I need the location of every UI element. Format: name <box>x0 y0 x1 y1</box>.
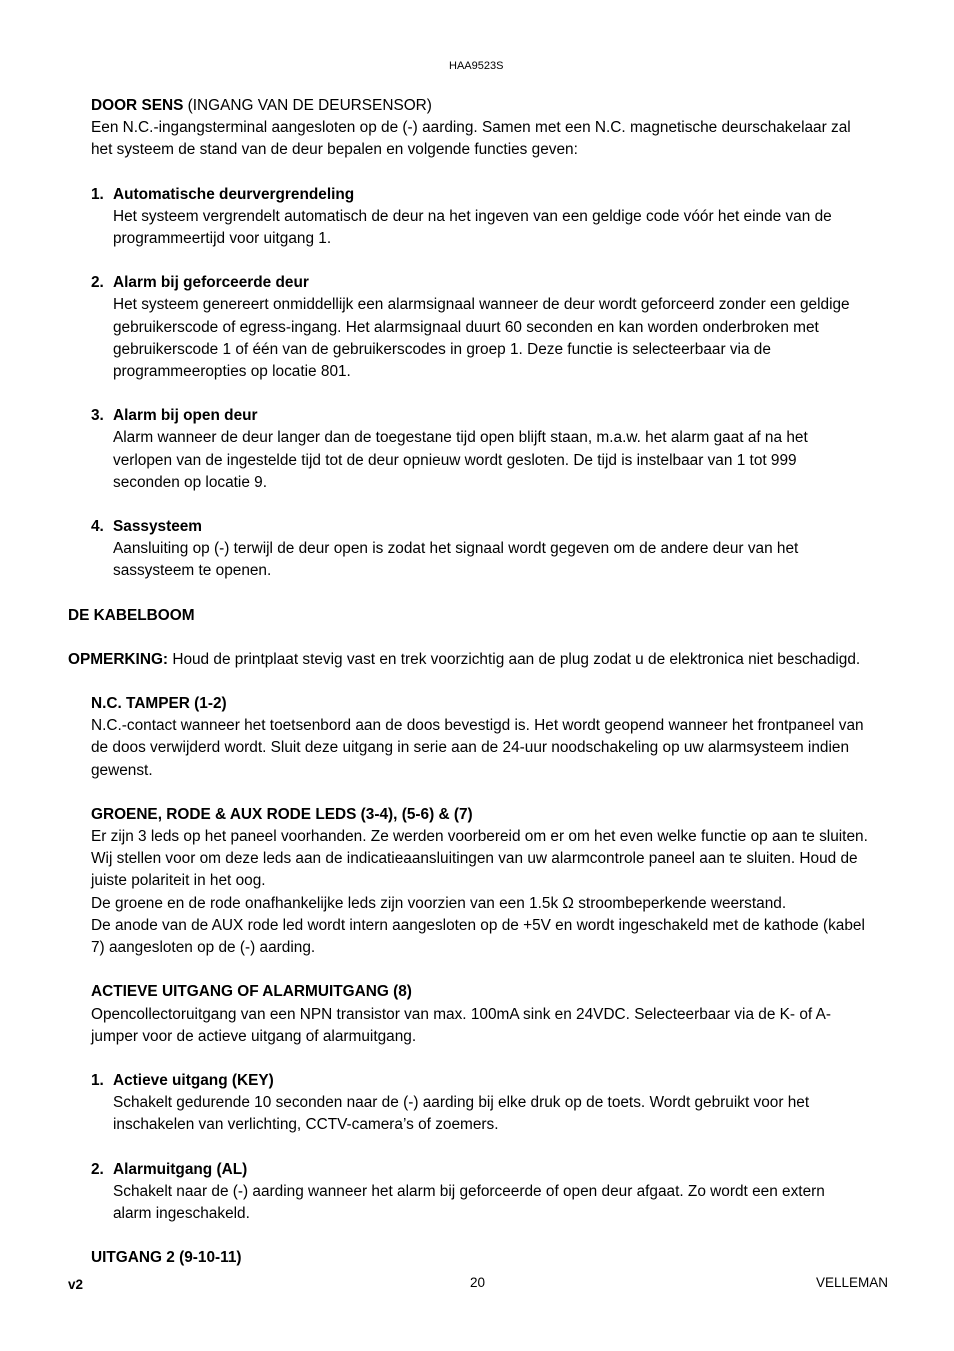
note-text: Houd de printplaat stevig vast en trek voorzichtig aan de plug zodat u de elektronica niet beschadigd. <box>168 650 861 668</box>
list-item-line: programmeeropties op locatie 801. <box>113 363 351 381</box>
list-item-number: 3. <box>91 407 104 425</box>
list-item-number: 2. <box>91 274 104 292</box>
list-item <box>91 1159 896 1226</box>
list-item-title: Automatische deurvergrendeling <box>113 185 355 203</box>
list-item-number: 2. <box>91 1160 104 1178</box>
list-item-line: Het systeem vergrendelt automatisch de deur na het ingeven van een geldige code vóór het einde van de <box>113 207 832 225</box>
document-code: HAA9523S <box>449 60 504 72</box>
list-item-line: seconden op locatie 9. <box>113 473 268 491</box>
actieve-heading: ACTIEVE UITGANG OF ALARMUITGANG (8) <box>91 983 412 1001</box>
list-item <box>91 405 896 494</box>
footer-version: v2 <box>68 1277 84 1292</box>
actieve-section <box>68 981 896 1225</box>
actieve-line: jumper voor de actieve uitgang of alarmuitgang. <box>91 1027 417 1045</box>
door-sens-intro-line: Een N.C.-ingangsterminal aangesloten op de (-) aarding. Samen met een N.C. magnetische deurschakelaar zal <box>91 119 851 137</box>
list-item-line: verlopen van de ingestelde tijd tot de deur opnieuw wordt gesloten. De tijd is instelbaar van 1 tot 999 <box>113 451 797 469</box>
list-item <box>91 184 896 251</box>
list-item-title: Alarm bij open deur <box>113 407 258 425</box>
tamper-heading: N.C. TAMPER (1-2) <box>91 695 227 713</box>
uitgang2-section <box>68 1247 896 1269</box>
leds-line: 7) aangesloten op de (-) aarding. <box>91 939 316 957</box>
kabelboom-note <box>68 649 896 671</box>
leds-section <box>68 804 896 959</box>
list-item-line: programmeertijd voor uitgang 1. <box>113 230 332 248</box>
door-sens-heading <box>91 95 896 117</box>
leds-heading: GROENE, RODE & AUX RODE LEDS (3-4), (5-6) & (7) <box>91 805 473 823</box>
list-item-line: Schakelt gedurende 10 seconden naar de (-) aarding bij elke druk op de toets. Wordt gebruikt voor het <box>113 1094 810 1112</box>
list-item <box>91 516 896 583</box>
kabelboom-heading: DE KABELBOOM <box>68 606 195 624</box>
list-item-line: Het systeem genereert onmiddellijk een alarmsignaal wanneer de deur wordt geforceerd zonder een geldige <box>113 296 850 314</box>
leds-line: De anode van de AUX rode led wordt intern aangesloten op de +5V en wordt ingeschakeld met de kathode (kabel <box>91 916 865 934</box>
leds-line: Er zijn 3 leds op het paneel voorhanden. Ze werden voorbereid om er om het even welke functie op aan te sluiten. <box>91 828 868 846</box>
door-sens-title-suffix: (INGANG VAN DE DEURSENSOR) <box>183 97 432 114</box>
list-item-line: Schakelt naar de (-) aarding wanneer het alarm bij geforceerde of open deur afgaat. Zo wordt een extern <box>113 1182 825 1200</box>
list-item-number: 4. <box>91 518 104 536</box>
list-item-line: alarm ingeschakeld. <box>113 1204 250 1222</box>
list-item-line: inschakelen van verlichting, CCTV-camera’s of zoemers. <box>113 1116 499 1134</box>
leds-line: De groene en de rode onafhankelijke leds zijn voorzien van een 1.5k Ω stroombeperkende weerstand. <box>91 894 787 912</box>
actieve-line: Opencollectoruitgang van een NPN transistor van max. 100mA sink en 24VDC. Selecteerbaar via de K- of A- <box>91 1005 831 1023</box>
note-label: OPMERKING: <box>68 650 169 668</box>
tamper-line: gewenst. <box>91 761 153 779</box>
list-item-line: Alarm wanneer de deur langer dan de toegestane tijd open blijft staan, m.a.w. het alarm gaat af na het <box>113 429 808 447</box>
list-item <box>91 1070 896 1137</box>
list-item <box>91 272 896 383</box>
list-item-title: Sassysteem <box>113 518 202 536</box>
tamper-line: N.C.-contact wanneer het toetsenbord aan de doos bevestigd is. Het wordt geopend wanneer het frontpaneel van <box>91 717 864 735</box>
list-item-line: gebruikerscode of egress-ingang. Het alarmsignaal duurt 60 seconden en kan worden onderbroken met <box>113 318 819 336</box>
list-item-number: 1. <box>91 1071 104 1089</box>
list-item-title: Alarm bij geforceerde deur <box>113 274 309 292</box>
door-sens-section <box>68 95 896 583</box>
document-body <box>68 95 896 1269</box>
list-item-number: 1. <box>91 185 104 203</box>
door-sens-title: DOOR SENS <box>91 97 184 114</box>
footer-brand: VELLEMAN <box>816 1275 889 1290</box>
footer-page-number: 20 <box>470 1275 486 1290</box>
door-sens-intro-line: het systeem de stand van de deur bepalen en volgende functies geven: <box>91 141 578 159</box>
list-item-title: Alarmuitgang (AL) <box>113 1160 248 1178</box>
list-item-line: Aansluiting op (-) terwijl de deur open is zodat het signaal wordt gegeven om de andere deur van het <box>113 540 799 558</box>
leds-line: Wij stellen voor om deze leds aan de indicatieaansluitingen van uw alarmcontrole paneel aan te sluiten. Houd de <box>91 850 858 868</box>
list-item-title: Actieve uitgang (KEY) <box>113 1071 274 1089</box>
list-item-line: sassysteem te openen. <box>113 562 272 580</box>
leds-line: juiste polariteit in het oog. <box>91 872 266 890</box>
tamper-section <box>68 693 896 782</box>
list-item-line: gebruikerscode 1 of één van de gebruikerscodes in groep 1. Deze functie is selecteerbaar via de <box>113 340 771 358</box>
uitgang2-heading: UITGANG 2 (9-10-11) <box>91 1249 242 1267</box>
tamper-line: de doos verwijderd wordt. Sluit deze uitgang in serie aan de 24-uur noodschakeling op uw alarmsysteem indien <box>91 739 850 757</box>
